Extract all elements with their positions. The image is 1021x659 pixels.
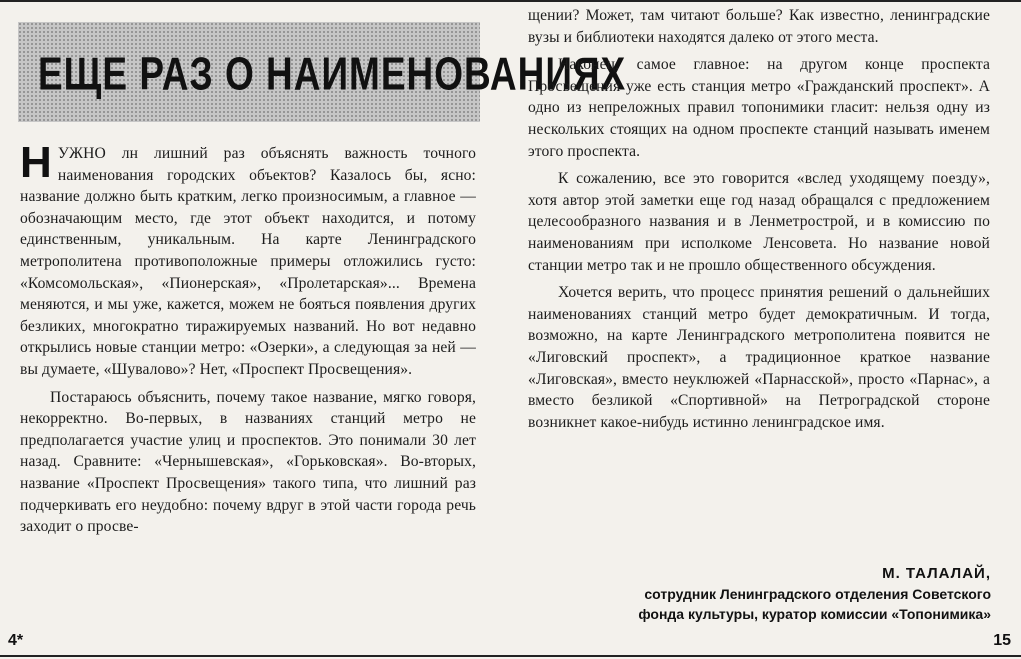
paragraph-1-text: УЖНО лн лишний раз объяснять важность точного наименования городских объектов? Казалось бы, ясно: название должно быть кратким, легко произносимым, а главное — обозначающим место, где этот объект находится, и потому единственным, уникальным. На карте Ленинградского метрополитена противоположные примеры отложились густо: «Комсомольская», «Пионерская», «Пролетарская»... Времена меняются, и мы уже, кажется, можем не бояться появления других безликих, многократно тиражируемых названий. Но вот недавно открылись новые станции метро: «Озерки», а следующая за ней — вы думаете, «Шувалово»? Нет, «Проспект Просвещения». bbox=[20, 145, 476, 378]
right-column bbox=[528, 5, 990, 433]
drop-cap: Н bbox=[20, 138, 52, 187]
paragraph-continuation: щении? Может, там читают больше? Как известно, ленинградские вузы и библиотеки находятся далеко от этого места. bbox=[528, 7, 990, 46]
article-title: ЕЩЕ РАЗ О НАИМЕНОВАНИЯХ bbox=[38, 48, 627, 100]
title-block bbox=[18, 22, 627, 122]
page-number-left: 4* bbox=[8, 632, 24, 649]
top-border-rule bbox=[0, 0, 1021, 2]
author-signature bbox=[521, 564, 991, 624]
paragraph-2: Постараюсь объяснить, почему такое название, мягко говоря, некорректно. Во-первых, в названиях станций метро не предполагается участие улиц и проспектов. Это понимали 30 лет назад. Сравните: «Чернышевская», «Горьковская». Во-вторых, название «Проспект Просвещения» такого типа, что лишний раз подчеркивать его неудобно: почему вдруг в этой части города речь заходит о просве- bbox=[20, 388, 476, 536]
author-name: М. ТАЛАЛАЙ, bbox=[882, 565, 991, 582]
author-role-line-2: фонда культуры, куратор комиссии «Топонимика» bbox=[638, 606, 991, 622]
bottom-border-rule bbox=[0, 655, 1021, 657]
left-column bbox=[20, 138, 476, 538]
paragraph-5: Хочется верить, что процесс принятия решений о дальнейших наименованиях станций метро будет демократичным. И тогда, возможно, на карте Ленинградского метрополитена появится не «Лиговский проспект», а традиционное краткое название «Лиговская», вместо неуклюжей «Парнасской», просто «Парнас», а вместо безликой «Спортивной» на Петроградской стороне возникнет какое-нибудь истинно ленинградское имя. bbox=[528, 284, 990, 431]
paragraph-3: Наконец, самое главное: на другом конце проспекта Просвещения уже есть станция метро «Гражданский проспект». А одно из непреложных правил топонимики гласит: нельзя одну из нескольких стоящих на одном проспекте станций называть именем этого проспекта. bbox=[528, 56, 990, 160]
paragraph-1 bbox=[20, 138, 476, 381]
paragraph-4: К сожалению, все это говорится «вслед уходящему поезду», хотя автор этой заметки еще год назад обращался с предложением целесообразного названия и в Ленметрострой, и в комиссию по наименованиям при исполкоме Ленсовета. Но название новой станции метро так и не прошло общественного обсуждения. bbox=[528, 170, 990, 274]
page-number-right: 15 bbox=[993, 632, 1011, 649]
author-role-line-1: сотрудник Ленинградского отделения Советского bbox=[644, 586, 991, 602]
